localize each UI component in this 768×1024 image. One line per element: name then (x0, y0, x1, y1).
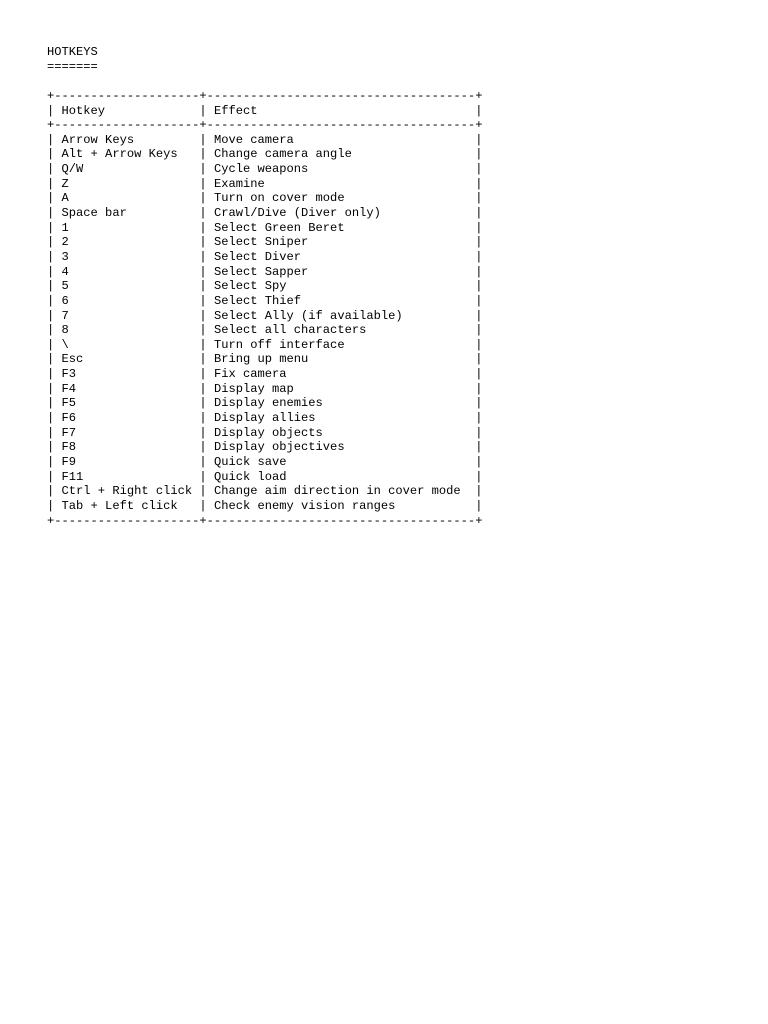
effect-cell: Quick load (213, 469, 287, 484)
hotkey-cell: Alt + Arrow Keys (61, 147, 178, 162)
title-underline: ======= (47, 59, 98, 74)
table-row: | Ctrl + Right click | Change aim direction in cover mode | (47, 484, 483, 499)
effect-cell: Display enemies (213, 396, 323, 411)
table-row: | 8 | Select all characters | (47, 323, 483, 338)
hotkey-cell: Esc (61, 352, 84, 367)
effect-cell: Select Ally (if available) (213, 308, 403, 323)
hotkey-cell: F7 (61, 425, 77, 440)
table-row: | F3 | Fix camera | (47, 367, 483, 382)
hotkey-cell: 1 (61, 220, 69, 235)
hotkey-cell: 3 (61, 249, 69, 264)
effect-cell: Select Spy (213, 279, 287, 294)
table-row: | F9 | Quick save | (47, 454, 483, 469)
hotkeys-table (47, 89, 482, 528)
effect-cell: Turn off interface (213, 337, 345, 352)
table-row: | 6 | Select Thief | (47, 293, 483, 308)
hotkey-cell: Q/W (61, 162, 84, 177)
table-row: | Esc | Bring up menu | (47, 352, 483, 367)
table-row: | F5 | Display enemies | (47, 396, 483, 411)
effect-cell: Select Sniper (213, 235, 309, 250)
table-border-bottom: +--------------------+-------------------------------------+ (47, 513, 483, 528)
table-row: | Z | Examine | (47, 176, 483, 191)
hotkey-cell: F4 (61, 381, 77, 396)
table-row: | Alt + Arrow Keys | Change camera angle | (47, 147, 483, 162)
table-row: | F11 | Quick load | (47, 469, 483, 484)
table-row: | 2 | Select Sniper | (47, 235, 483, 250)
effect-cell: Change camera angle (213, 147, 352, 162)
hotkey-cell: F6 (61, 411, 77, 426)
table-row: | F4 | Display map | (47, 381, 483, 396)
table-row: | Arrow Keys | Move camera | (47, 132, 483, 147)
hotkey-cell: 5 (61, 279, 69, 294)
table-row: | 7 | Select Ally (if available) | (47, 308, 483, 323)
hotkey-cell: F9 (61, 454, 77, 469)
table-header-row: | Hotkey | Effect | (47, 103, 483, 118)
hotkey-cell: 6 (61, 293, 69, 308)
table-row: | F6 | Display allies | (47, 411, 483, 426)
effect-cell: Select all characters (213, 323, 367, 338)
hotkey-cell: F3 (61, 367, 77, 382)
hotkey-cell: F5 (61, 396, 77, 411)
effect-cell: Bring up menu (213, 352, 309, 367)
effect-cell: Select Thief (213, 293, 302, 308)
effect-cell: Select Sapper (213, 264, 309, 279)
hotkeys-document (47, 45, 482, 528)
hotkey-cell: 7 (61, 308, 69, 323)
hotkey-cell: Space bar (61, 206, 127, 221)
hotkey-cell: \ (61, 337, 69, 352)
table-row: | 4 | Select Sapper | (47, 264, 483, 279)
hotkey-cell: F8 (61, 440, 77, 455)
table-row: | 5 | Select Spy | (47, 279, 483, 294)
table-row: | Q/W | Cycle weapons | (47, 162, 483, 177)
hotkey-cell: Z (61, 176, 69, 191)
blank-line (47, 74, 482, 89)
hotkey-cell: Ctrl + Right click (61, 484, 193, 499)
table-row: | F7 | Display objects | (47, 425, 483, 440)
effect-cell: Display allies (213, 411, 316, 426)
table-row: | F8 | Display objectives | (47, 440, 483, 455)
effect-cell: Move camera (213, 132, 294, 147)
hotkey-cell: Arrow Keys (61, 132, 135, 147)
table-border-header: +--------------------+-------------------------------------+ (47, 118, 483, 133)
effect-cell: Fix camera (213, 367, 287, 382)
table-row: | Tab + Left click | Check enemy vision ranges | (47, 498, 483, 513)
effect-cell: Select Diver (213, 249, 302, 264)
table-row: | \ | Turn off interface | (47, 337, 483, 352)
hotkey-cell: 8 (61, 323, 69, 338)
hotkey-cell: A (61, 191, 69, 206)
effect-cell: Quick save (213, 454, 287, 469)
table-row: | 3 | Select Diver | (47, 249, 483, 264)
effect-cell: Display map (213, 381, 294, 396)
effect-cell: Check enemy vision ranges (213, 498, 396, 513)
effect-cell: Select Green Beret (213, 220, 345, 235)
table-row: | A | Turn on cover mode | (47, 191, 483, 206)
effect-cell: Change aim direction in cover mode (213, 484, 461, 499)
effect-cell: Cycle weapons (213, 162, 309, 177)
effect-cell: Display objectives (213, 440, 345, 455)
table-row: | 1 | Select Green Beret | (47, 220, 483, 235)
effect-cell: Effect (213, 103, 258, 118)
hotkey-cell: Hotkey (61, 103, 106, 118)
effect-cell: Crawl/Dive (Diver only) (213, 206, 381, 221)
table-row: | Space bar | Crawl/Dive (Diver only) | (47, 206, 483, 221)
table-border-top: +--------------------+-------------------------------------+ (47, 88, 483, 103)
hotkey-cell: F11 (61, 469, 84, 484)
effect-cell: Turn on cover mode (213, 191, 345, 206)
effect-cell: Display objects (213, 425, 323, 440)
hotkey-cell: 2 (61, 235, 69, 250)
hotkey-cell: Tab + Left click (61, 498, 178, 513)
effect-cell: Examine (213, 176, 265, 191)
document-title: HOTKEYS (47, 45, 98, 59)
hotkey-cell: 4 (61, 264, 69, 279)
